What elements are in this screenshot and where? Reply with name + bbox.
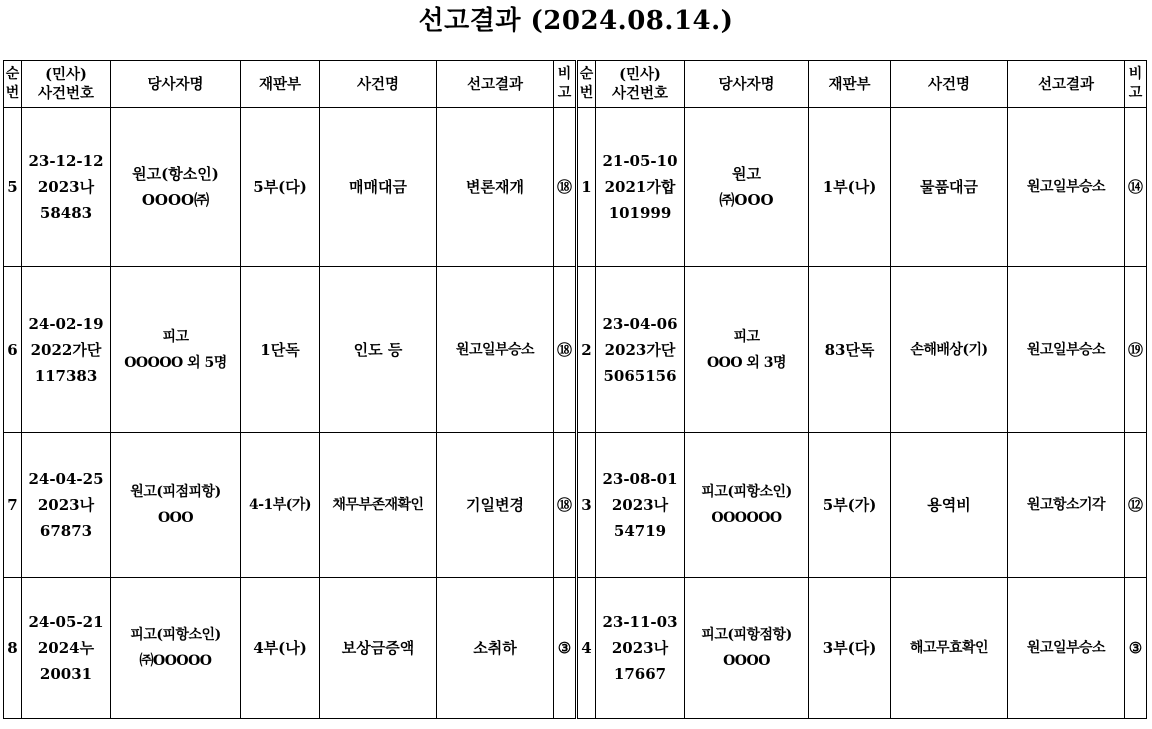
table-row [4,433,576,578]
header-note: 비 고 [1125,61,1147,108]
header-result: 선고결과 [437,61,554,108]
right-results-table [577,60,1147,719]
row-seq: 6 [4,267,22,433]
row-note: ⑲ [1125,267,1147,433]
row-case-name: 인도 등 [320,267,437,433]
row-party: 피고(피항소인) ㈜OOOOO [111,578,241,719]
row-seq: 1 [578,108,596,267]
row-party: 피고 OOOOO 외 5명 [111,267,241,433]
row-seq: 4 [578,578,596,719]
header-result: 선고결과 [1008,61,1125,108]
row-division: 4-1부(가) [241,433,320,578]
header-case-name: 사건명 [320,61,437,108]
row-case-number: 23-11-03 2023나 17667 [596,578,685,719]
row-case-number: 21-05-10 2021가합 101999 [596,108,685,267]
row-division: 1단독 [241,267,320,433]
header-party: 당사자명 [111,61,241,108]
row-division: 83단독 [809,267,891,433]
row-division: 1부(나) [809,108,891,267]
row-case-name: 물품대금 [891,108,1008,267]
row-result: 원고항소기각 [1008,433,1125,578]
row-party: 피고(피항소인) OOOOOO [685,433,809,578]
row-case-name: 용역비 [891,433,1008,578]
row-result: 기일변경 [437,433,554,578]
page-title: 선고결과 (2024.08.14.) [418,6,734,36]
row-result: 원고일부승소 [1008,108,1125,267]
row-result: 소취하 [437,578,554,719]
table-row [578,267,1147,433]
header-seq: 순 번 [578,61,596,108]
row-case-number: 23-04-06 2023가단 5065156 [596,267,685,433]
row-division: 4부(나) [241,578,320,719]
header-seq: 순 번 [4,61,22,108]
row-case-number: 23-08-01 2023나 54719 [596,433,685,578]
row-division: 3부(다) [809,578,891,719]
table-row [4,267,576,433]
row-result: 원고일부승소 [1008,578,1125,719]
row-note: ⑫ [1125,433,1147,578]
row-seq: 5 [4,108,22,267]
table-row [4,108,576,267]
row-party: 피고 OOO 외 3명 [685,267,809,433]
row-party: 피고(피항점항) OOOO [685,578,809,719]
table-row [578,578,1147,719]
row-note: ⑱ [554,108,576,267]
header-case-name: 사건명 [891,61,1008,108]
row-case-number: 24-02-19 2022가단 117383 [22,267,111,433]
row-result: 원고일부승소 [437,267,554,433]
header-division: 재판부 [809,61,891,108]
header-note: 비 고 [554,61,576,108]
left-results-table [3,60,576,719]
row-party: 원고(피점피항) OOO [111,433,241,578]
header-case-number: (민사) 사건번호 [596,61,685,108]
header-party: 당사자명 [685,61,809,108]
row-party: 원고 ㈜OOO [685,108,809,267]
row-case-name: 해고무효확인 [891,578,1008,719]
row-division: 5부(가) [809,433,891,578]
row-note: ③ [554,578,576,719]
table-header-row [578,61,1147,108]
row-case-number: 24-04-25 2023나 67873 [22,433,111,578]
row-division: 5부(다) [241,108,320,267]
row-case-name: 보상금증액 [320,578,437,719]
row-note: ⑭ [1125,108,1147,267]
row-seq: 3 [578,433,596,578]
header-division: 재판부 [241,61,320,108]
row-case-name: 채무부존재확인 [320,433,437,578]
table-row [578,108,1147,267]
header-case-number: (민사) 사건번호 [22,61,111,108]
table-row [4,578,576,719]
row-note: ③ [1125,578,1147,719]
row-seq: 8 [4,578,22,719]
row-seq: 7 [4,433,22,578]
table-header-row [4,61,576,108]
row-case-number: 23-12-12 2023나 58483 [22,108,111,267]
row-result: 원고일부승소 [1008,267,1125,433]
row-case-name: 손해배상(기) [891,267,1008,433]
row-note: ⑱ [554,433,576,578]
row-seq: 2 [578,267,596,433]
row-party: 원고(항소인) OOOO㈜ [111,108,241,267]
row-note: ⑱ [554,267,576,433]
table-row [578,433,1147,578]
row-case-name: 매매대금 [320,108,437,267]
row-result: 변론재개 [437,108,554,267]
row-case-number: 24-05-21 2024누 20031 [22,578,111,719]
